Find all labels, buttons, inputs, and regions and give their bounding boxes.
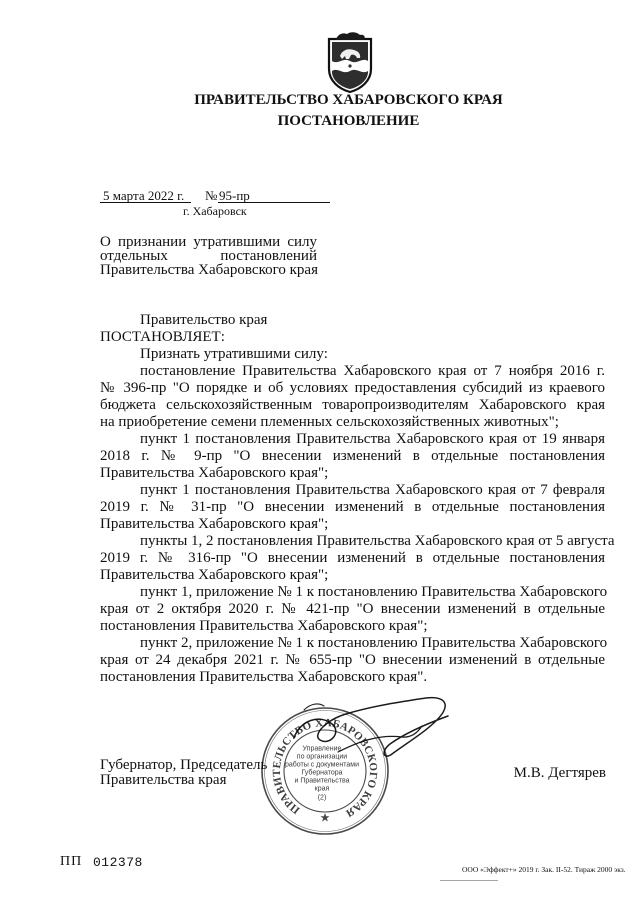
form-number: 012378 [93, 855, 143, 870]
repealed-item [100, 482, 605, 533]
repealed-item-line: пункт 1 постановления Правительства Хабаровского края от 19 января [140, 431, 605, 447]
resolves-word: ПОСТАНОВЛЯЕТ: [100, 329, 225, 345]
signatory-name: М.В. Дегтярев [513, 765, 606, 781]
scan-mark [440, 880, 498, 881]
repealed-item-line: края от 24 декабря 2021 г. № 655-пр "О внесении изменений в отдельные [100, 652, 605, 668]
repealed-item-line: Правительства Хабаровского края"; [100, 516, 329, 532]
repealed-item-line: постановление Правительства Хабаровского края от 7 ноября 2016 г. [140, 363, 605, 379]
repealed-item [100, 363, 605, 431]
stamp-inner-line: (2) [317, 794, 327, 802]
repealed-item-line: 2019 г. № 31-пр "О внесении изменений в отдельные постановления [100, 499, 605, 515]
star-icon [321, 813, 330, 822]
repealed-item [100, 431, 605, 482]
issuing-authority: ПРАВИТЕЛЬСТВО ХАБАРОВСКОГО КРАЯ [194, 92, 503, 108]
decree-body [100, 312, 615, 686]
repealed-item-line: пункт 1 постановления Правительства Хабаровского края от 7 февраля [140, 482, 605, 498]
title-line: О признании утратившими силу [100, 234, 317, 250]
signatory-position-line: Губернатор, Председатель [100, 757, 268, 773]
signatory-position [100, 758, 267, 788]
repealed-item-line: постановления Правительства Хабаровского края". [100, 669, 428, 685]
document-date: 5 марта 2022 г. [100, 188, 191, 203]
repealed-item-line: бюджета сельскохозяйственным товаропроизводителям Хабаровского края [100, 397, 605, 413]
handwritten-signature [280, 680, 460, 780]
stamp-inner-line: по организации [296, 753, 348, 761]
title-line: Правительства Хабаровского края [100, 262, 318, 278]
coat-of-arms-icon [324, 31, 376, 94]
stamp-inner-line: Губернатора [301, 769, 343, 777]
place-of-issue: г. Хабаровск [183, 204, 247, 218]
repealed-item-line: 2018 г. № 9-пр "О внесении изменений в отдельные постановления [100, 448, 605, 464]
printer-imprint: ООО «Эффект+» 2019 г. Зак. II-52. Тираж 2000 экз. [462, 865, 626, 874]
repealed-item-line: пункт 2, приложение № 1 к постановлению Правительства Хабаровского [140, 635, 608, 651]
stamp-inner-line: Управление [302, 745, 342, 753]
signatory-position-line: Правительства края [100, 772, 227, 788]
repealed-item-line: Правительства Хабаровского края"; [100, 465, 329, 481]
title-line: отдельных постановлений [100, 248, 317, 264]
stamp-inner-line: и Правительства [294, 777, 350, 785]
repealed-item-line: пункты 1, 2 постановления Правительства Хабаровского края от 5 августа [140, 533, 615, 549]
stamp-inner-line: работы с документами [284, 761, 360, 769]
repealed-item-line: Правительства Хабаровского края"; [100, 567, 329, 583]
repealed-item-line: 2019 г. № 316-пр "О внесении изменений в отдельные постановления [100, 550, 605, 566]
stamp-inner-line: края [314, 785, 330, 793]
repealed-item-line: пункт 1, приложение № 1 к постановлению Правительства Хабаровского [140, 584, 608, 600]
document-type: ПОСТАНОВЛЕНИЕ [277, 113, 420, 129]
resolution-intro: Признать утратившими силу: [140, 346, 328, 362]
repealed-item-line: № 396-пр "О порядке и об условиях предоставления субсидий из краевого [100, 380, 605, 396]
document-number: 95-пр [218, 188, 330, 203]
repealed-item-line: на приобретение семени племенных сельскохозяйственных животных"; [100, 414, 559, 430]
repealed-item-line: края от 2 октября 2020 г. № 421-пр "О внесении изменений в отдельные [100, 601, 605, 617]
repealed-item [100, 533, 615, 584]
number-sign: № [205, 188, 218, 203]
form-series: ПП [60, 854, 83, 869]
repealed-item [100, 635, 608, 686]
issuing-body: Правительство края [140, 312, 268, 328]
repealed-item [100, 584, 608, 635]
stamp-ring-text-path: ПРАВИТЕЛЬСТВО ХАБАРОВСКОГО КРАЯ [270, 716, 380, 820]
document-title [100, 235, 317, 277]
repealed-item-line: постановления Правительства Хабаровского края"; [100, 618, 428, 634]
